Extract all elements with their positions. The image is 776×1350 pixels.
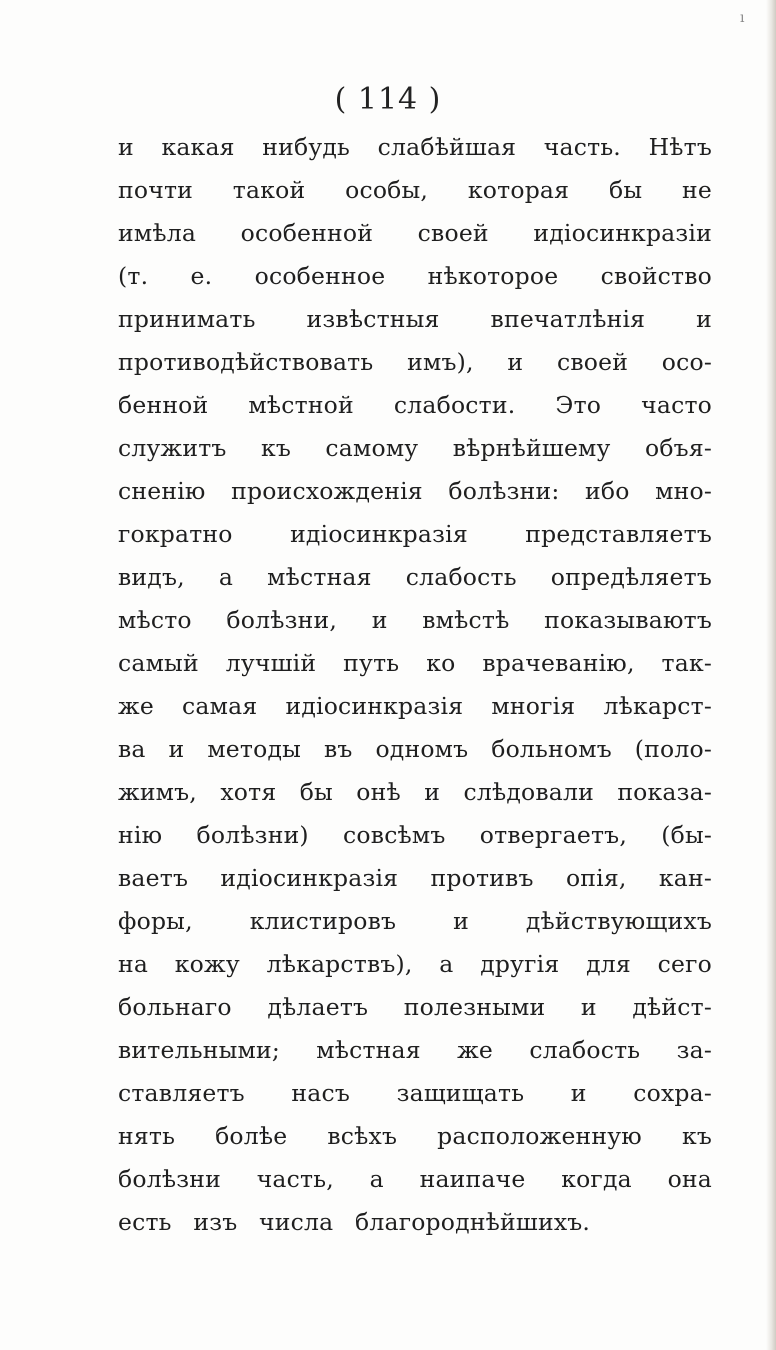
text-line: болѣзни часть, а наипаче когда она [118, 1165, 712, 1193]
text-line: почти такой особы, которая бы не [118, 176, 712, 204]
text-line: форы, клистировъ и дѣйствующихъ [118, 907, 712, 935]
text-line: ваетъ идіосинкразія противъ опія, кан- [118, 864, 712, 892]
text-line: жимъ, хотя бы онѣ и слѣдовали показа- [118, 778, 712, 806]
text-line: противодѣйствовать имъ), и своей осо- [118, 348, 712, 376]
text-line: нію болѣзни) совсѣмъ отвергаетъ, (бы- [118, 821, 712, 849]
text-line: ва и методы въ одномъ больномъ (поло- [118, 735, 712, 763]
page-spine-shadow [766, 0, 776, 1350]
text-line: нять болѣе всѣхъ расположенную къ [118, 1122, 712, 1150]
text-line: бенной мѣстной слабости. Это часто [118, 391, 712, 419]
text-line: служитъ къ самому вѣрнѣйшему объя- [118, 434, 712, 462]
text-line-last: есть изъ числа благороднѣйшихъ. [118, 1208, 591, 1236]
text-line: и какая нибудь слабѣйшая часть. Нѣтъ [118, 133, 712, 161]
text-line: вительными; мѣстная же слабость за- [118, 1036, 712, 1064]
text-line: мѣсто болѣзни, и вмѣстѣ показываютъ [118, 606, 712, 634]
text-line: сненію происхожденія болѣзни: ибо мно- [118, 477, 712, 505]
text-line: имѣла особенной своей идіосинкразіи [118, 219, 712, 247]
text-line: же самая идіосинкразія многія лѣкарст- [118, 692, 712, 720]
text-line: ставляетъ насъ защищать и сохра- [118, 1079, 712, 1107]
text-line: принимать извѣстныя впечатлѣнія и [118, 305, 712, 333]
text-line: больнаго дѣлаетъ полезными и дѣйст- [118, 993, 712, 1021]
text-line: гократно идіосинкразія представляетъ [118, 520, 712, 548]
body-text [118, 126, 712, 1244]
page-number: ( 114 ) [334, 82, 442, 117]
text-line: (т. е. особенное нѣкоторое свойство [118, 262, 712, 290]
text-line: самый лучшій путь ко врачеванію, так- [118, 649, 712, 677]
text-line: видъ, а мѣстная слабость опредѣляетъ [118, 563, 712, 591]
text-line: на кожу лѣкарствъ), а другія для сего [118, 950, 712, 978]
print-speck: ı [740, 10, 745, 26]
